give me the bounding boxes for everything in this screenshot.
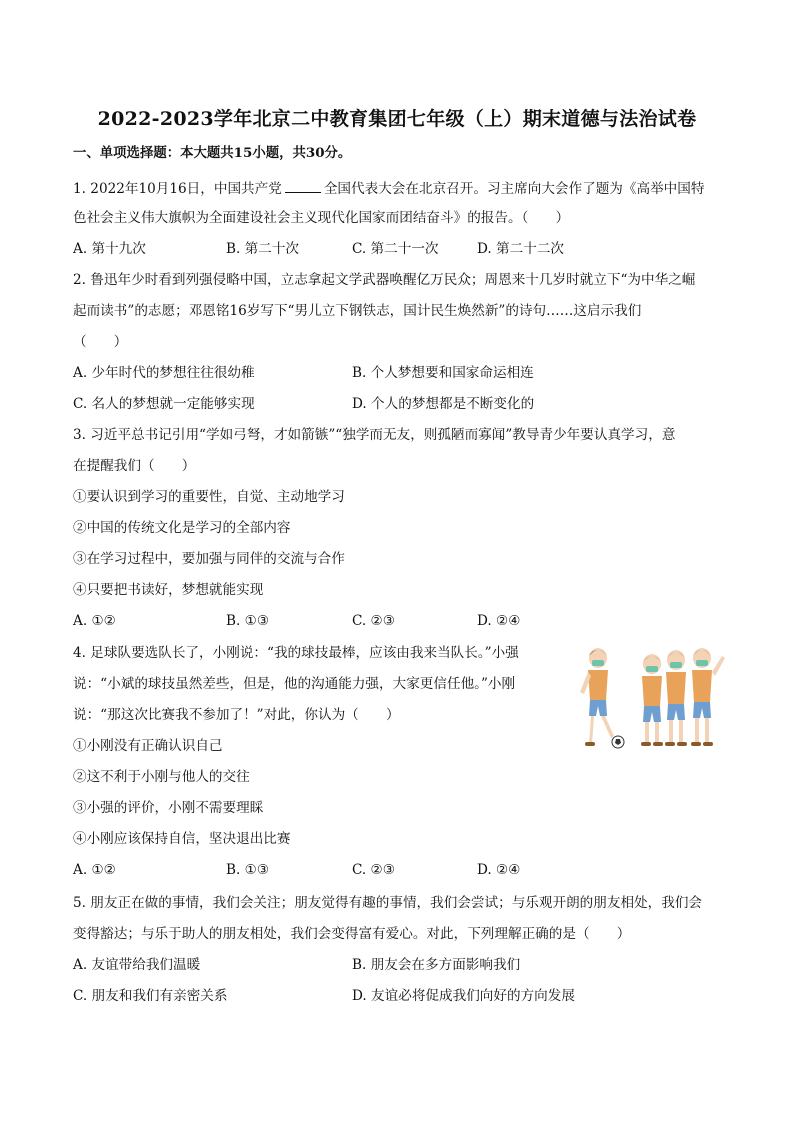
question-1-line-2: 色社会主义伟大旗帜为全面建设社会主义现代化国家而团结奋斗》的报告。（ ）: [73, 210, 570, 226]
question-5-line-2: 变得豁达；与乐于助人的朋友相处，我们会变得富有爱心。对此，下列理解正确的是（ ）: [73, 926, 631, 942]
q5-option-a[interactable]: A. 友谊带给我们温暖: [73, 957, 201, 973]
q4-statement-3: ③小强的评价，小刚不需要理睬: [73, 800, 264, 816]
player-3: [665, 650, 687, 746]
q4-statement-1: ①小刚没有正确认识自己: [73, 738, 223, 754]
section-heading: 一、单项选择题：本大题共15小题，共30分。: [73, 145, 352, 161]
q3-option-b[interactable]: B. ①③: [226, 613, 270, 629]
q3-statement-1: ①要认识到学习的重要性，自觉、主动地学习: [73, 489, 345, 505]
q1-option-b[interactable]: B. 第二十次: [226, 241, 300, 257]
q2-option-b[interactable]: B. 个人梦想要和国家命运相连: [352, 365, 534, 381]
q4-option-a[interactable]: A. ①②: [73, 862, 116, 878]
player-2: [641, 654, 663, 746]
q3-option-c[interactable]: C. ②③: [352, 613, 395, 629]
q3-statement-3: ③在学习过程中，要加强与同伴的交流与合作: [73, 551, 345, 567]
question-3-line-2: 在提醒我们（ ）: [73, 458, 196, 474]
q1-option-c[interactable]: C. 第二十一次: [352, 241, 439, 257]
question-1-line-1: [73, 178, 704, 198]
football: [612, 736, 624, 748]
q2-option-d[interactable]: D. 个人的梦想都是不断变化的: [352, 396, 535, 412]
q4-option-b[interactable]: B. ①③: [226, 862, 270, 878]
question-5-line-1: 5. 朋友正在做的事情，我们会关注；朋友觉得有趣的事情，我们会尝试；与乐观开朗的朋友相处，我们会: [73, 895, 703, 911]
question-1-text-b: 全国代表大会在北京召开。习主席向大会作了题为《高举中国特: [323, 181, 705, 197]
player-1: [580, 648, 614, 746]
q3-option-d[interactable]: D. ②④: [477, 613, 521, 629]
q2-option-c[interactable]: C. 名人的梦想就一定能够实现: [73, 396, 255, 412]
question-2-line-1: 2. 鲁迅年少时看到列强侵略中国，立志拿起文学武器唤醒亿万民众；周恩来十几岁时就立下“为中华之崛: [73, 272, 696, 288]
q4-option-d[interactable]: D. ②④: [477, 862, 521, 878]
player-4: [691, 648, 725, 746]
q3-statement-2: ②中国的传统文化是学习的全部内容: [73, 520, 291, 536]
question-4-line-2: 说：“小斌的球技虽然差些，但是，他的沟通能力强，大家更信任他。”小刚: [73, 676, 516, 692]
answer-blank: [285, 178, 321, 193]
q2-option-a[interactable]: A. 少年时代的梦想往往很幼稚: [73, 365, 255, 381]
q1-option-a[interactable]: A. 第十九次: [73, 241, 146, 257]
q4-option-c[interactable]: C. ②③: [352, 862, 395, 878]
exam-title: 2022-2023学年北京二中教育集团七年级（上）期末道德与法治试卷: [97, 108, 697, 130]
q5-option-d[interactable]: D. 友谊必将促成我们向好的方向发展: [352, 988, 575, 1004]
q3-statement-4: ④只要把书读好，梦想就能实现: [73, 582, 264, 598]
q3-option-a[interactable]: A. ①②: [73, 613, 116, 629]
question-1-text-a: 1. 2022年10月16日，中国共产党: [73, 181, 282, 197]
question-3-line-1: 3. 习近平总书记引用“学如弓弩，才如箭镞”“独学而无友，则孤陋而寡闻”教导青少年要认真学习，意: [73, 427, 676, 443]
q4-statement-2: ②这不利于小刚与他人的交往: [73, 769, 250, 785]
question-2-line-3: （ ）: [73, 334, 128, 350]
question-4-line-3: 说：“那这次比赛我不参加了！”对此，你认为（ ）: [73, 707, 400, 723]
question-2-line-2: 起而读书”的志愿；邓恩铭16岁写下“男儿立下钢铁志，国计民生焕然新”的诗句……这启示我们: [73, 303, 642, 319]
football-players-illustration: [570, 636, 730, 756]
q4-statement-4: ④小刚应该保持自信，坚决退出比赛: [73, 831, 291, 847]
q5-option-b[interactable]: B. 朋友会在多方面影响我们: [352, 957, 521, 973]
q5-option-c[interactable]: C. 朋友和我们有亲密关系: [73, 988, 228, 1004]
q1-option-d[interactable]: D. 第二十二次: [477, 241, 565, 257]
question-4-line-1: 4. 足球队要选队长了，小刚说：“我的球技最棒，应该由我来当队长。”小强: [73, 645, 519, 661]
